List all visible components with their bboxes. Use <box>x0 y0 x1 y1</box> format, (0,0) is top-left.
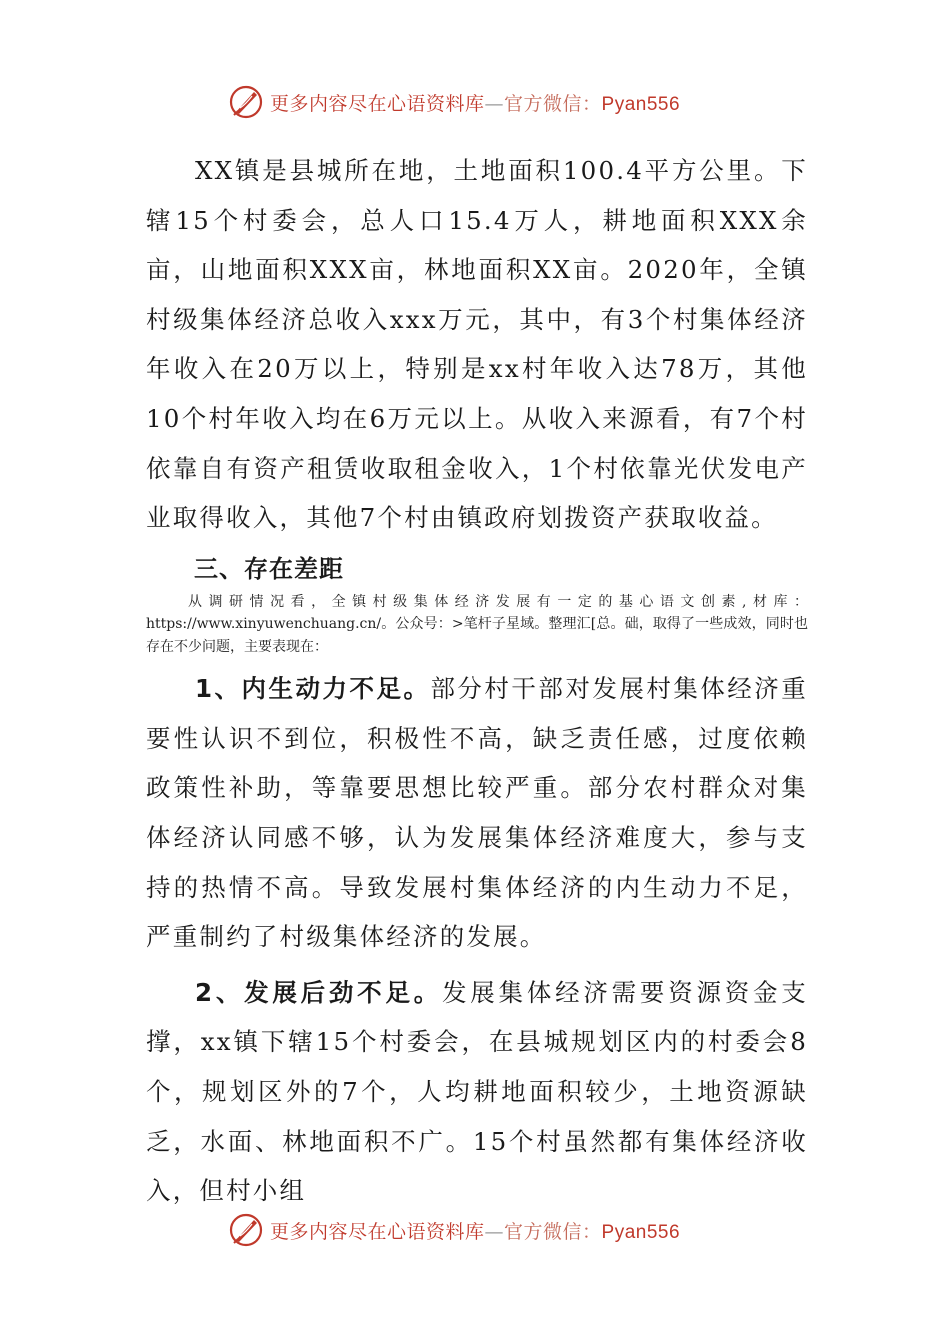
point-title-2: 2、发展后劲不足。 <box>195 977 443 1007</box>
banner-wechat-id: Pyan556 <box>601 93 681 115</box>
banner-wechat-label: 官方微信： <box>504 92 602 115</box>
banner-site-name: 更多内容尽在心语资料库 <box>270 92 485 115</box>
quill-logo-icon <box>228 1212 264 1248</box>
point-body-1: 部分村干部对发展村集体经济重要性认识不到位，积极性不高，缺乏责任感，过度依赖政策性补助，等靠要思想比较严重。部分农村群众对集体经济认同感不够，认为发展集体经济难度大，参与支持的热情不高。导致发展村集体经济的内生动力不足，严重制约了村级集体经济的发展。 <box>146 674 808 952</box>
point-title-1: 1、内生动力不足。 <box>195 674 431 704</box>
banner-wechat-label: 官方微信： <box>504 1220 602 1243</box>
banner-dash: — <box>484 92 505 115</box>
footer-banner-text <box>270 1217 680 1244</box>
point-body-2: 发展集体经济需要资源资金支撑，xx镇下辖15个村委会，在县城规划区内的村委会8个，规划区外的7个，人均耕地面积较少，土地资源缺乏，水面、林地面积不广。15个村虽然都有集体经济收入，但村小组 <box>146 977 808 1206</box>
banner-site-name: 更多内容尽在心语资料库 <box>270 1220 485 1243</box>
point-paragraph-2 <box>146 968 808 1216</box>
banner-dash: — <box>484 1220 505 1243</box>
quill-logo-icon <box>228 84 264 120</box>
footer-banner <box>228 1210 748 1250</box>
section-heading: 三、存在差距 <box>194 554 344 583</box>
header-banner <box>228 82 748 122</box>
point-paragraph-1 <box>146 664 808 962</box>
inserted-small-paragraph: 从调研情况看，全镇村级集体经济发展有一定的基心语文创素,材库：https://www.xinyuwenchuang.cn/。公众号：>笔杆子星域。整理汇[总。础，取得了一些成效，同时也存在不少问题，主要表现在： <box>146 593 808 655</box>
document-body <box>146 146 808 1216</box>
header-banner-text <box>270 89 680 116</box>
banner-wechat-id: Pyan556 <box>601 1221 681 1243</box>
intro-paragraph: XX镇是县城所在地，土地面积100.4平方公里。下辖15个村委会，总人口15.4万人，耕地面积XXX余亩，山地面积XXX亩，林地面积XX亩。2020年，全镇村级集体经济总收入xxx万元，其中，有3个村集体经济年收入在20万以上，特别是xx村年收入达78万，其他10个村年收入均在6万元以上。从收入来源看，有7个村依靠自有资产租赁收取租金收入，1个村依靠光伏发电产业取得收入，其他7个村由镇政府划拨资产获取收益。 <box>146 156 808 533</box>
